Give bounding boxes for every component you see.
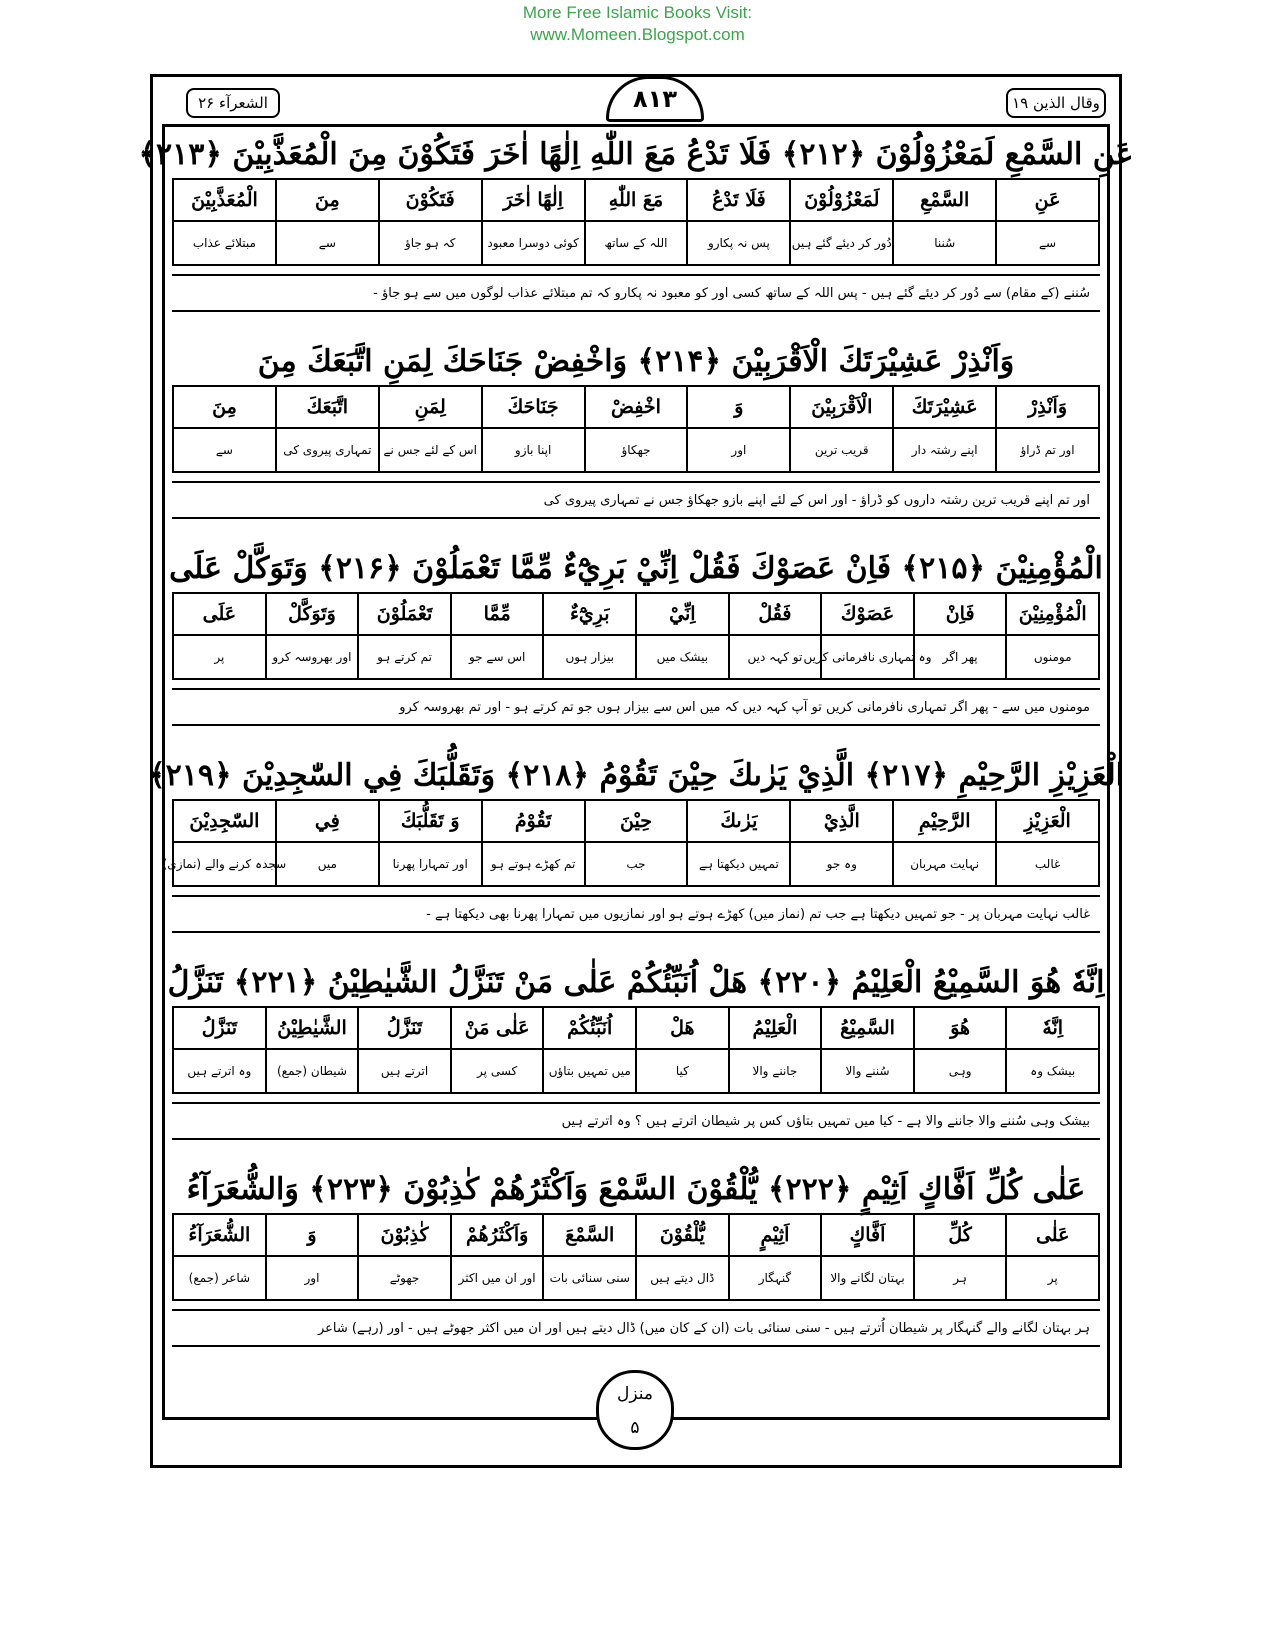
urdu-meaning: تمہاری پیروی کی [283, 443, 372, 457]
word-cell [892, 801, 995, 885]
arabic-word: الْعَلِيْمُ [730, 1008, 821, 1050]
urdu-meaning: اور تم ڈراؤ [1020, 443, 1075, 457]
word-by-word-table [162, 799, 1100, 887]
urdu-meaning: جھوٹے [389, 1271, 420, 1285]
arabic-word: بَرِيْٓءٌ [544, 594, 635, 636]
arabic-word: وَاَنْذِرْ [997, 387, 1098, 429]
word-cell [450, 1008, 543, 1092]
verse-line: اِنَّهٗ هُوَ السَّمِيْعُ الْعَلِيْمُ ﴿۲۲۰﴾ هَلْ اُنَبِّئُكُمْ عَلٰى مَنْ تَنَزَّلُ الشَّيٰطِيْنُ ﴿۲۲۱﴾ تَنَزَّلُ [167, 964, 1105, 1000]
word-cell [635, 594, 728, 678]
page-content [138, 130, 1134, 1402]
urdu-meaning: سے [215, 443, 233, 457]
word-cell [635, 1008, 728, 1092]
arabic-word: الشُّعَرَآءُ [174, 1215, 265, 1257]
translation-line: غالب نہایت مہربان پر - جو تمہیں دیکھتا ہے جب تم (نماز میں) کھڑے ہوتے ہو اور نمازیوں میں تمہارا پھرنا بھی دیکھتا ہے - [172, 895, 1100, 933]
arabic-word: الْعَزِيْزِ [997, 801, 1098, 843]
arabic-word: عَلٰى [1007, 1215, 1098, 1257]
arabic-word: اَفَّاكٍ [822, 1215, 913, 1257]
urdu-meaning: سُننا [934, 236, 956, 250]
word-cell [584, 801, 687, 885]
arabic-word: السَّمْعِ [894, 180, 995, 222]
word-cell [820, 1008, 913, 1092]
arabic-word: فِي [277, 801, 378, 843]
arabic-word: جَنَاحَكَ [483, 387, 584, 429]
word-cell [686, 801, 789, 885]
translation-line: سُننے (کے مقام) سے دُور کر دیئے گئے ہیں - پس اللہ کے ساتھ کسی اور کو معبود نہ پکارو کہ تم مبتلائے عذاب لوگوں میں سے ہو جاؤ - [172, 274, 1100, 312]
urdu-meaning: پر [214, 650, 225, 664]
urdu-meaning: اور [304, 1271, 320, 1285]
urdu-meaning: اپنا بازو [514, 443, 552, 457]
arabic-word: تَعْمَلُوْنَ [359, 594, 450, 636]
urdu-meaning: میں [317, 857, 337, 871]
arabic-word: الْاَقْرَبِيْنَ [791, 387, 892, 429]
word-cell [174, 1008, 265, 1092]
arabic-word: يَرٰىكَ [688, 801, 789, 843]
word-cell [1005, 594, 1098, 678]
urdu-meaning: بہتان لگانے والا [830, 1271, 905, 1285]
urdu-meaning: اللہ کے ساتھ [604, 236, 668, 250]
word-cell [789, 801, 892, 885]
urdu-meaning: اور تمہارا پھرنا [392, 857, 468, 871]
urdu-meaning: جھکاؤ [621, 443, 651, 457]
arabic-word: الْمُؤْمِنِيْنَ [1007, 594, 1098, 636]
word-cell [481, 180, 584, 264]
urdu-meaning: اس سے جو [468, 650, 526, 664]
urdu-meaning: جب [626, 857, 646, 871]
word-cell [357, 1215, 450, 1299]
urdu-meaning: بیشک میں [656, 650, 709, 664]
word-cell [913, 1008, 1006, 1092]
word-cell [686, 180, 789, 264]
translation-line: اور تم اپنے قریب ترین رشتہ داروں کو ڈراؤ - اور اس کے لئے اپنے بازو جھکاؤ جس نے تمہاری پیروی کی [172, 481, 1100, 519]
urdu-meaning: بیشک وہ [1030, 1064, 1076, 1078]
urdu-meaning: غالب [1034, 857, 1061, 871]
word-by-word-table [172, 1006, 1100, 1094]
urdu-meaning: شاعر (جمع) [188, 1271, 251, 1285]
word-cell [162, 801, 287, 885]
word-cell [357, 1008, 450, 1092]
arabic-word: اِنَّهٗ [1007, 1008, 1098, 1050]
arabic-word: فَقُلْ [730, 594, 821, 636]
arabic-word: وَاَكْثَرُهُمْ [452, 1215, 543, 1257]
arabic-word: يُّلْقُوْنَ [637, 1215, 728, 1257]
urdu-meaning: وہ اترتے ہیں [187, 1064, 252, 1078]
urdu-meaning: سنی سنائی بات [549, 1271, 630, 1285]
urdu-meaning: اپنے رشتہ دار [911, 443, 978, 457]
urdu-meaning: اور بھروسہ کرو [272, 650, 352, 664]
word-cell [584, 180, 687, 264]
word-cell [789, 387, 892, 471]
urdu-meaning: تمہیں دیکھتا ہے [698, 857, 779, 871]
manzil-number: ۵ [630, 1418, 640, 1438]
word-by-word-table [172, 592, 1100, 680]
word-cell [275, 801, 378, 885]
word-cell [275, 180, 378, 264]
arabic-word: لِمَنِ [380, 387, 481, 429]
arabic-word: تَنَزَّلُ [174, 1008, 265, 1050]
arabic-word: اُنَبِّئُكُمْ [544, 1008, 635, 1050]
urdu-meaning: پس نہ پکارو [707, 236, 770, 250]
urdu-meaning: اترتے ہیں [380, 1064, 429, 1078]
word-cell [275, 387, 378, 471]
arabic-word: كٰذِبُوْنَ [359, 1215, 450, 1257]
arabic-word: وَ تَقَلُّبَكَ [380, 801, 481, 843]
word-cell [635, 1215, 728, 1299]
translation-line: ہر بہتان لگانے والے گنہگار پر شیطان اُترتے ہیں - سنی سنائی بات (ان کے کان میں) ڈال دیتے ہیں اور ان میں اکثر جھوٹے ہیں - اور (رہے) شاعر [172, 1309, 1100, 1347]
urdu-meaning: ہر [953, 1271, 967, 1285]
urdu-meaning: مبتلائے عذاب [192, 236, 256, 250]
promo-line-1: More Free Islamic Books Visit: [522, 3, 753, 22]
word-cell [378, 180, 481, 264]
arabic-word: السَّمِيْعُ [822, 1008, 913, 1050]
word-cell [542, 1215, 635, 1299]
word-cell [995, 801, 1098, 885]
arabic-word: السَّمْعَ [544, 1215, 635, 1257]
arabic-word: فَلَا تَدْعُ [688, 180, 789, 222]
urdu-meaning: تو کہہ دیں [747, 650, 803, 664]
arabic-word: تَنَزَّلُ [359, 1008, 450, 1050]
word-cell [450, 594, 543, 678]
urdu-meaning: پھر اگر [942, 650, 978, 664]
arabic-word: السّٰجِدِيْنَ [174, 801, 275, 843]
urdu-meaning: اور ان میں اکثر [458, 1271, 536, 1285]
word-cell [913, 1215, 1006, 1299]
verse-line: وَاَنْذِرْ عَشِيْرَتَكَ الْاَقْرَبِيْنَ ﴿۲۱۴﴾ وَاخْفِضْ جَنَاحَكَ لِمَنِ اتَّبَعَكَ مِنَ [257, 343, 1015, 379]
arabic-word: وَ [267, 1215, 358, 1257]
urdu-meaning: دُور کر دیئے گئے ہیں [791, 236, 892, 250]
word-cell [803, 594, 932, 678]
arabic-word: اتَّبَعَكَ [277, 387, 378, 429]
arabic-word: مَعَ اللّٰهِ [586, 180, 687, 222]
word-cell [1005, 1215, 1098, 1299]
word-cell [789, 180, 892, 264]
urdu-meaning: وہ تمہاری نافرمانی کریں [803, 650, 932, 664]
word-cell [892, 387, 995, 471]
urdu-meaning: تم کھڑے ہوتے ہو [490, 857, 576, 871]
urdu-meaning: کسی پر [477, 1064, 518, 1078]
urdu-meaning: وہ جو [826, 857, 857, 871]
urdu-meaning: قریب ترین [814, 443, 869, 457]
urdu-meaning: سجدہ کرنے والے (نمازی) [162, 857, 287, 871]
word-cell [542, 1008, 635, 1092]
translation-line: بیشک وہی سُننے والا جاننے والا ہے - کیا میں تمہیں بتاؤں کس پر شیطان اترتے ہیں ؟ وہ اترتے ہیں [172, 1102, 1100, 1140]
word-cell [265, 594, 358, 678]
verse-line: الْمُؤْمِنِيْنَ ﴿۲۱۵﴾ فَاِنْ عَصَوْكَ فَقُلْ اِنِّيْ بَرِيْٓءٌ مِّمَّا تَعْمَلُوْنَ ﴿۲۱۶﴾ وَتَوَكَّلْ عَلَى [169, 550, 1103, 586]
promo-line-2: www.Momeen.Blogspot.com [530, 25, 745, 44]
word-cell [892, 180, 995, 264]
word-cell [481, 801, 584, 885]
urdu-meaning: پر [1047, 1271, 1058, 1285]
arabic-word: اِلٰهًا اٰخَرَ [483, 180, 584, 222]
urdu-meaning: میں تمہیں بتاؤں [548, 1064, 631, 1078]
urdu-meaning: بیزار ہوں [565, 650, 615, 664]
urdu-meaning: تم کرتے ہو [377, 650, 432, 664]
page-number: ۸۱۳ [606, 76, 704, 122]
urdu-meaning: کہ ہو جاؤ [404, 236, 456, 250]
arabic-word: عَصَوْكَ [822, 594, 913, 636]
arabic-word: كُلِّ [915, 1215, 1006, 1257]
word-cell [481, 387, 584, 471]
word-cell [378, 801, 481, 885]
urdu-meaning: جاننے والا [752, 1064, 798, 1078]
word-cell [450, 1215, 543, 1299]
verse-line: الْعَزِيْزِ الرَّحِيْمِ ﴿۲۱۷﴾ الَّذِيْ يَرٰىكَ حِيْنَ تَقُوْمُ ﴿۲۱۸﴾ وَتَقَلُّبَكَ فِي السّٰجِدِيْنَ ﴿۲۱۹﴾ [148, 757, 1124, 793]
surah-name-label: الشعرآء ۲۶ [186, 88, 280, 118]
arabic-word: وَ [688, 387, 789, 429]
urdu-meaning: مومنوں [1033, 650, 1072, 664]
arabic-word: مِنَ [277, 180, 378, 222]
verse-line: عَنِ السَّمْعِ لَمَعْزُوْلُوْنَ ﴿۲۱۲﴾ فَلَا تَدْعُ مَعَ اللّٰهِ اِلٰهًا اٰخَرَ فَتَكُوْنَ مِنَ الْمُعَذَّبِيْنَ ﴿۲۱۳﴾ [138, 136, 1134, 172]
urdu-meaning: کوئی دوسرا معبود [487, 236, 579, 250]
arabic-word: وَتَوَكَّلْ [267, 594, 358, 636]
arabic-word: عَنِ [997, 180, 1098, 222]
word-cell [265, 1008, 358, 1092]
word-cell [174, 594, 265, 678]
arabic-word: هَلْ [637, 1008, 728, 1050]
urdu-meaning: گنہگار [758, 1271, 792, 1285]
juz-name-label: وقال الذين ۱۹ [1006, 88, 1106, 118]
word-cell [995, 387, 1098, 471]
arabic-word: هُوَ [915, 1008, 1006, 1050]
word-by-word-table [172, 1213, 1100, 1301]
word-cell [913, 594, 1006, 678]
word-cell [542, 594, 635, 678]
manzil-badge [596, 1370, 674, 1450]
word-cell [728, 1215, 821, 1299]
arabic-word: اَثِيْمٍ [730, 1215, 821, 1257]
word-cell [174, 180, 275, 264]
word-cell [728, 594, 821, 678]
word-cell [995, 180, 1098, 264]
arabic-word: عَلٰى مَنْ [452, 1008, 543, 1050]
urdu-meaning: سُننے والا [845, 1064, 890, 1078]
arabic-word: الْمُعَذَّبِيْنَ [174, 180, 275, 222]
word-cell [357, 594, 450, 678]
word-by-word-table [172, 385, 1100, 473]
urdu-meaning: نہایت مہربان [910, 857, 980, 871]
arabic-word: اخْفِضْ [586, 387, 687, 429]
urdu-meaning: کیا [675, 1064, 689, 1078]
arabic-word: عَشِيْرَتَكَ [894, 387, 995, 429]
arabic-word: عَلَى [174, 594, 265, 636]
word-cell [174, 387, 275, 471]
arabic-word: مِّمَّا [452, 594, 543, 636]
urdu-meaning: ڈال دیتے ہیں [650, 1271, 715, 1285]
arabic-word: الَّذِيْ [791, 801, 892, 843]
word-cell [265, 1215, 358, 1299]
word-cell [174, 1215, 265, 1299]
arabic-word: الشَّيٰطِيْنُ [267, 1008, 358, 1050]
urdu-meaning: سے [1039, 236, 1057, 250]
arabic-word: لَمَعْزُوْلُوْنَ [791, 180, 892, 222]
word-cell [1005, 1008, 1098, 1092]
translation-line: مومنوں میں سے - پھر اگر تمہاری نافرمانی کریں تو آپ کہہ دیں کہ میں اس سے بیزار ہوں جو تم کرتے ہو - اور تم بھروسہ کرو [172, 688, 1100, 726]
arabic-word: فَاِنْ [915, 594, 1006, 636]
word-cell [584, 387, 687, 471]
verse-line: عَلٰى كُلِّ اَفَّاكٍ اَثِيْمٍ ﴿۲۲۲﴾ يُّلْقُوْنَ السَّمْعَ وَاَكْثَرُهُمْ كٰذِبُوْنَ ﴿۲۲۳﴾ وَالشُّعَرَآءُ [186, 1171, 1086, 1207]
arabic-word: مِنَ [174, 387, 275, 429]
word-cell [378, 387, 481, 471]
urdu-meaning: وہی [948, 1064, 972, 1078]
word-cell [728, 1008, 821, 1092]
arabic-word: اِنِّيْ [637, 594, 728, 636]
word-cell [686, 387, 789, 471]
arabic-word: الرَّحِيْمِ [894, 801, 995, 843]
word-cell [820, 1215, 913, 1299]
manzil-label: منزل [617, 1384, 653, 1404]
urdu-meaning: اور [731, 443, 747, 457]
word-by-word-table [172, 178, 1100, 266]
urdu-meaning: شیطان (جمع) [277, 1064, 347, 1078]
arabic-word: فَتَكُوْنَ [380, 180, 481, 222]
urdu-meaning: سے [318, 236, 336, 250]
arabic-word: حِيْنَ [586, 801, 687, 843]
arabic-word: تَقُوْمُ [483, 801, 584, 843]
urdu-meaning: اس کے لئے جس نے [383, 443, 477, 457]
